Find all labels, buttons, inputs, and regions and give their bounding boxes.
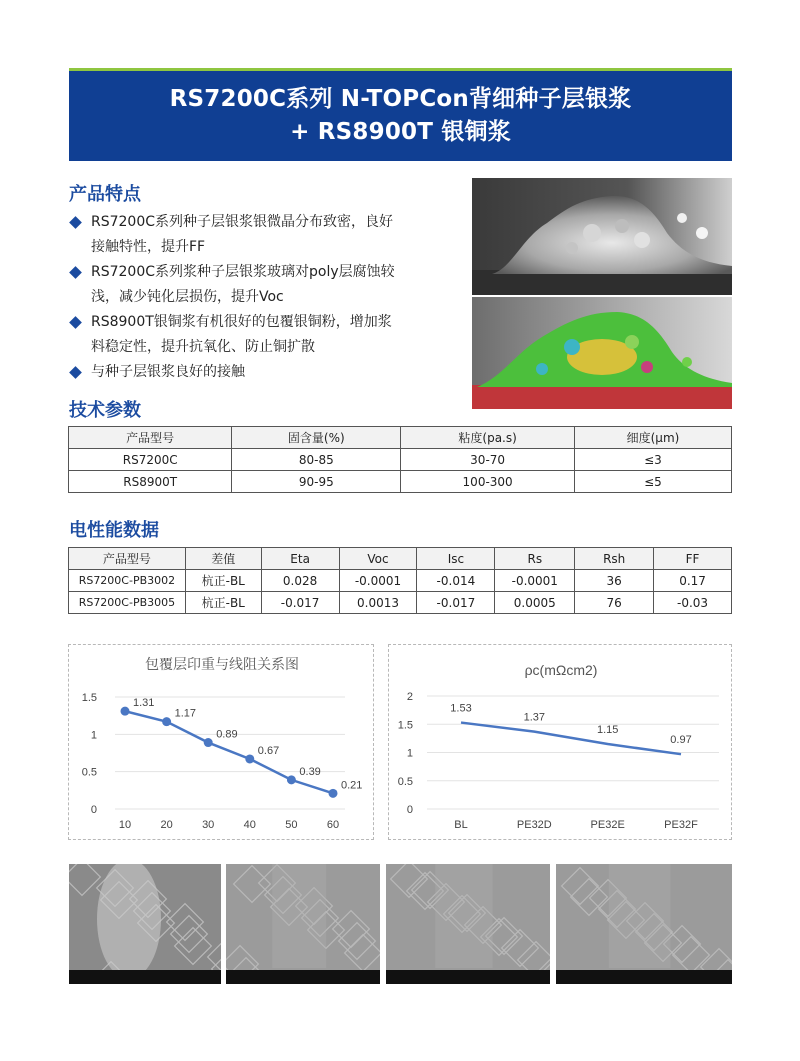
data-label: 0.89 bbox=[216, 728, 238, 741]
x-tick-label: PE32D bbox=[516, 819, 552, 831]
data-point bbox=[287, 775, 296, 784]
sem-cross-section-grayscale-image bbox=[472, 178, 732, 295]
y-tick-label: 0 bbox=[90, 804, 97, 816]
table-header-row: 产品型号 差值 Eta Voc Isc Rs Rsh FF bbox=[69, 548, 732, 570]
chart-print-weight bbox=[68, 644, 374, 840]
diamond-bullet-icon bbox=[69, 266, 82, 279]
x-tick-label: 60 bbox=[326, 819, 340, 831]
x-tick-label: 40 bbox=[243, 819, 256, 831]
finger-line bbox=[435, 864, 492, 968]
y-tick-label: 0.5 bbox=[81, 766, 97, 779]
sem-surface-image bbox=[69, 864, 221, 984]
sem-surface-image bbox=[226, 864, 380, 984]
finger-line bbox=[609, 864, 671, 968]
tech-params-heading: 技术参数 bbox=[69, 400, 141, 421]
table-header-row: 产品型号 固含量(%) 粘度(pa.s) 细度(μm) bbox=[69, 427, 732, 449]
tech-params-table bbox=[68, 426, 732, 493]
table-row: RS7200C-PB3002 杭正-BL 0.028 -0.0001 -0.014 -0.0001 36 0.17 bbox=[69, 570, 732, 592]
print-weight-chart-svg bbox=[69, 645, 375, 841]
diamond-bullet-icon bbox=[69, 216, 82, 229]
title-banner bbox=[69, 68, 732, 161]
diamond-bullet-icon bbox=[69, 366, 82, 379]
x-tick-label: 10 bbox=[118, 819, 132, 831]
data-label: 1.31 bbox=[133, 697, 155, 710]
data-label: 0.21 bbox=[341, 779, 363, 792]
x-tick-label: BL bbox=[454, 819, 468, 831]
chart-title: 包覆层印重与线阻关系图 bbox=[145, 656, 299, 672]
x-tick-label: PE32F bbox=[664, 819, 698, 831]
features-list bbox=[69, 210, 449, 385]
series-line bbox=[461, 723, 681, 755]
feature-item: RS7200C系列种子层银浆银微晶分布致密，良好 接触特性，提升FF bbox=[69, 210, 449, 260]
data-label: 1.15 bbox=[596, 724, 619, 737]
info-bar bbox=[386, 970, 550, 984]
info-bar bbox=[556, 970, 732, 984]
finger-line bbox=[97, 864, 161, 979]
y-tick-label: 2 bbox=[406, 691, 413, 703]
data-point bbox=[162, 717, 171, 726]
diamond-bullet-icon bbox=[69, 316, 82, 329]
table-row: RS7200C 80-85 30-70 ≤3 bbox=[69, 449, 732, 471]
electrical-table bbox=[68, 547, 732, 614]
info-bar bbox=[69, 970, 221, 984]
feature-item: 与种子层银浆良好的接触 bbox=[69, 360, 449, 385]
feature-item: RS8900T银铜浆有机很好的包覆银铜粉，增加浆 料稳定性，提升抗氧化、防止铜扩散 bbox=[69, 310, 449, 360]
contact-resistivity-chart-svg bbox=[389, 645, 733, 841]
micrograph-row bbox=[69, 864, 732, 984]
x-tick-label: PE32E bbox=[590, 819, 625, 831]
data-label: 0.97 bbox=[670, 734, 692, 747]
y-tick-label: 1.5 bbox=[397, 719, 413, 732]
feature-item: RS7200C系列浆种子层银浆玻璃对poly层腐蚀较 浅，减少钝化层损伤，提升Voc bbox=[69, 260, 449, 310]
data-label: 0.39 bbox=[299, 765, 321, 778]
y-tick-label: 1 bbox=[406, 747, 413, 760]
data-point bbox=[204, 738, 213, 747]
table-row: RS8900T 90-95 100-300 ≤5 bbox=[69, 471, 732, 493]
series-line bbox=[125, 711, 333, 793]
sem-cross-section-colorized-image bbox=[472, 297, 732, 409]
features-heading: 产品特点 bbox=[69, 184, 141, 205]
electrical-heading: 电性能数据 bbox=[69, 520, 159, 541]
x-tick-label: 50 bbox=[285, 819, 298, 831]
title-line-1: RS7200C系列 N-TOPCon背细种子层银浆 bbox=[169, 86, 632, 112]
data-point bbox=[329, 789, 338, 798]
x-tick-label: 20 bbox=[160, 819, 173, 831]
y-tick-label: 0 bbox=[406, 804, 413, 816]
data-point bbox=[245, 754, 254, 763]
x-tick-label: 30 bbox=[202, 819, 215, 831]
info-bar bbox=[226, 970, 380, 984]
data-label: 0.67 bbox=[257, 744, 280, 757]
sem-surface-image bbox=[556, 864, 732, 984]
data-label: 1.37 bbox=[523, 711, 546, 724]
y-tick-label: 1.5 bbox=[81, 692, 97, 704]
chart-title: ρc(mΩcm2) bbox=[524, 662, 598, 678]
y-tick-label: 0.5 bbox=[397, 775, 413, 788]
data-label: 1.53 bbox=[450, 702, 472, 715]
chart-contact-resistivity bbox=[388, 644, 732, 840]
data-point bbox=[121, 707, 130, 716]
data-label: 1.17 bbox=[174, 707, 197, 720]
y-tick-label: 1 bbox=[90, 729, 97, 742]
title-line-2: + RS8900T 银铜浆 bbox=[290, 119, 511, 145]
sem-surface-image bbox=[386, 864, 550, 984]
finger-line bbox=[272, 864, 326, 968]
table-row: RS7200C-PB3005 杭正-BL -0.017 0.0013 -0.017 0.0005 76 -0.03 bbox=[69, 592, 732, 614]
